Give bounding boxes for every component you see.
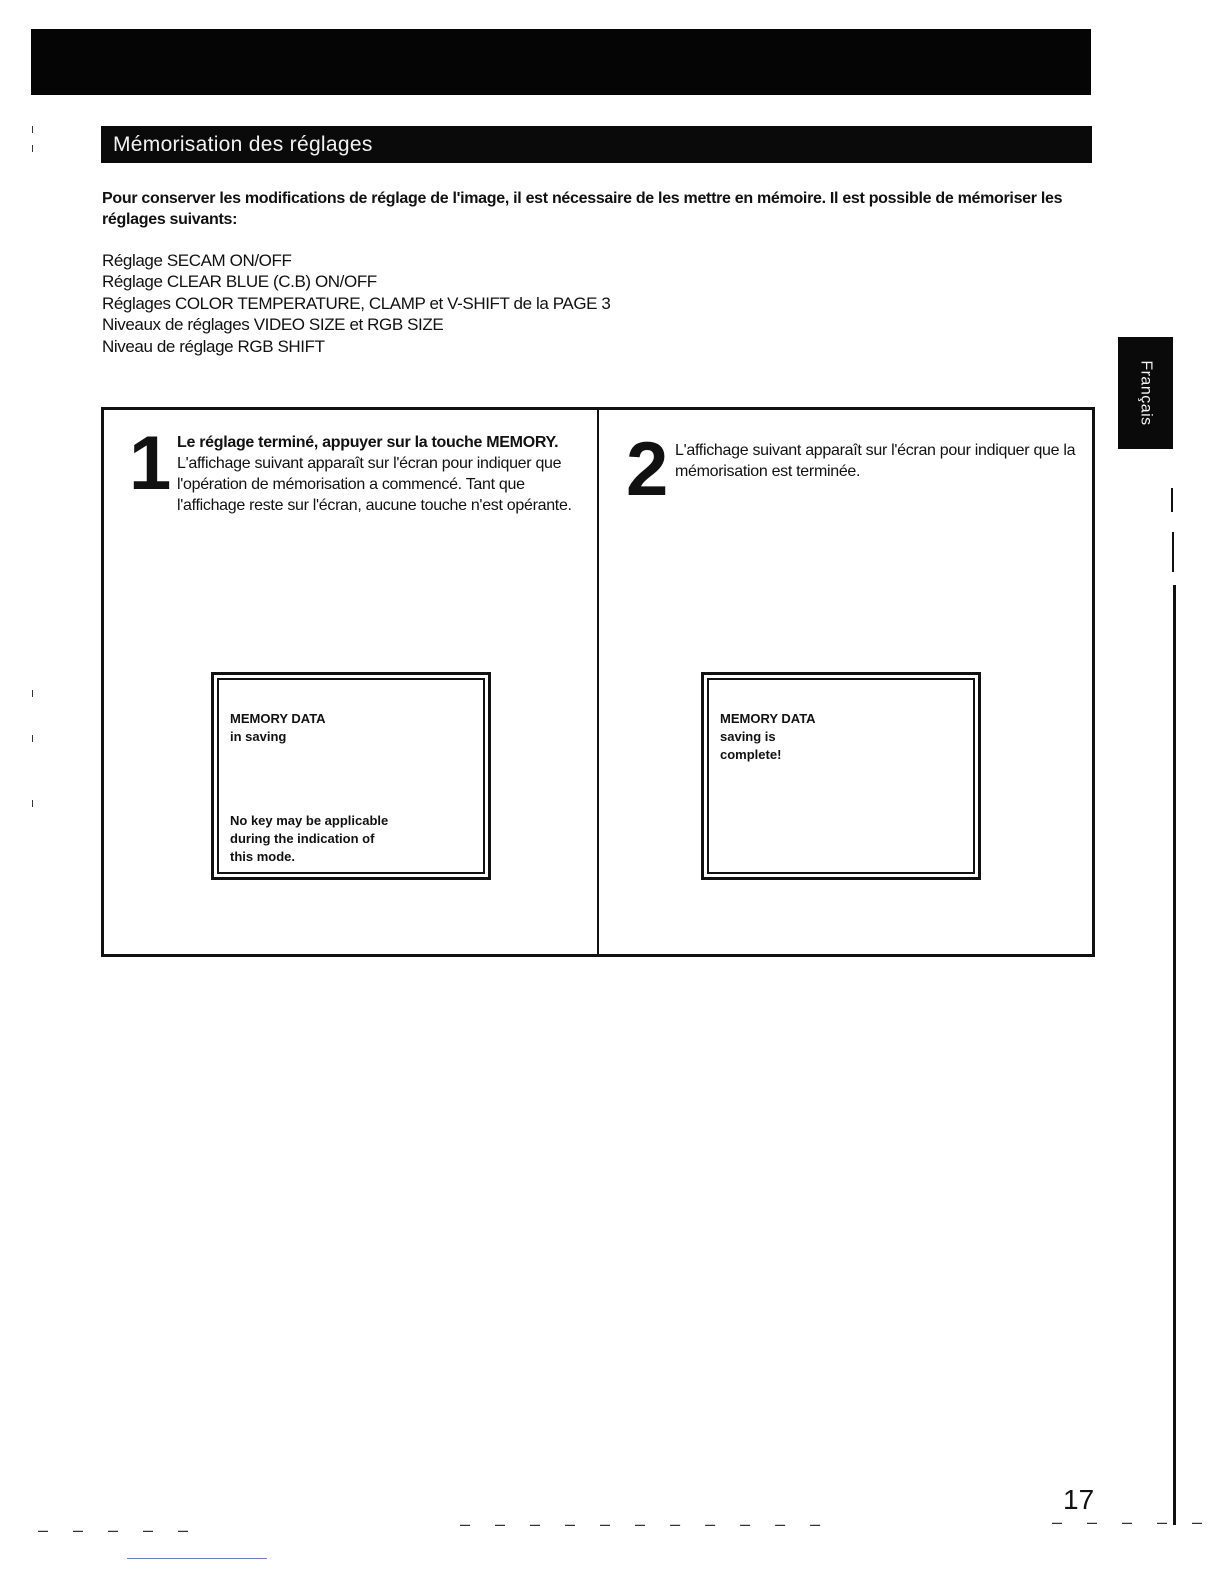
step-1-body: L'affichage suivant apparaît sur l'écran pour indiquer que l'opération de mémorisation a commencé. Tant que l'affichage reste sur l'écran, aucune touche n'est opérante.: [177, 455, 572, 514]
margin-tick: [32, 735, 33, 742]
list-item: Réglage SECAM ON/OFF: [102, 251, 292, 270]
step-2-screen-inner: [707, 678, 975, 874]
step-1-text: [177, 432, 577, 516]
margin-line: [1171, 488, 1173, 512]
list-item: Réglage CLEAR BLUE (C.B) ON/OFF: [102, 272, 377, 292]
step-1-osd-note: [230, 812, 388, 866]
steps-panel: [101, 407, 1095, 957]
top-black-bar: [31, 29, 1091, 95]
osd-line: saving is: [720, 729, 776, 744]
language-tab-label: Français: [1137, 360, 1155, 426]
language-tab: [1118, 337, 1173, 449]
step-2-text: [675, 440, 1085, 482]
osd-line: No key may be applicable: [230, 813, 389, 828]
settings-list: [102, 250, 610, 357]
intro-paragraph: Pour conserver les modifications de réglage de l'image, il est nécessaire de les mettre en mémoire. Il est possible de mémoriser les réglages suivants:: [102, 190, 1063, 228]
step-2-body: L'affichage suivant apparaît sur l'écran pour indiquer que la mémorisation est terminée.: [675, 442, 1076, 480]
margin-tick: [32, 145, 33, 152]
step-1-screen: [211, 672, 491, 880]
section-title: Mémorisation des réglages: [101, 126, 1092, 163]
osd-line: MEMORY DATA: [720, 711, 816, 726]
step-1-osd-message: [230, 710, 326, 746]
step-2-screen: [701, 672, 981, 880]
margin-line: [1172, 532, 1174, 572]
scan-dashes: – – – – – – – – – – –: [460, 1514, 831, 1534]
step-1-number: 1: [129, 421, 172, 506]
step-divider: [597, 410, 599, 954]
list-item: Réglages COLOR TEMPERATURE, CLAMP et V-SHIFT de la PAGE 3: [102, 293, 611, 313]
page-number: 17: [1063, 1484, 1095, 1515]
osd-line: in saving: [230, 729, 287, 744]
list-item: Niveaux de réglages VIDEO SIZE et RGB SIZE: [102, 315, 444, 335]
margin-line: [1173, 585, 1176, 1525]
osd-line: complete!: [720, 747, 782, 762]
bottom-rule: [127, 1558, 267, 1559]
margin-tick: [32, 800, 33, 807]
margin-tick: [32, 126, 33, 133]
step-2-number: 2: [626, 427, 669, 512]
scan-dashes: – – – – –: [38, 1520, 199, 1540]
step-2-osd-message: [720, 710, 816, 764]
step-1-title: Le réglage terminé, appuyer sur la touche MEMORY.: [177, 434, 559, 451]
osd-line: during the indication of: [230, 831, 375, 846]
list-item: Niveau de réglage RGB SHIFT: [102, 336, 325, 356]
scan-dashes: – – – – –: [1052, 1512, 1213, 1532]
margin-tick: [32, 690, 33, 697]
osd-line: MEMORY DATA: [230, 711, 326, 726]
osd-line: this mode.: [230, 849, 296, 864]
step-1-screen-inner: [217, 678, 485, 874]
